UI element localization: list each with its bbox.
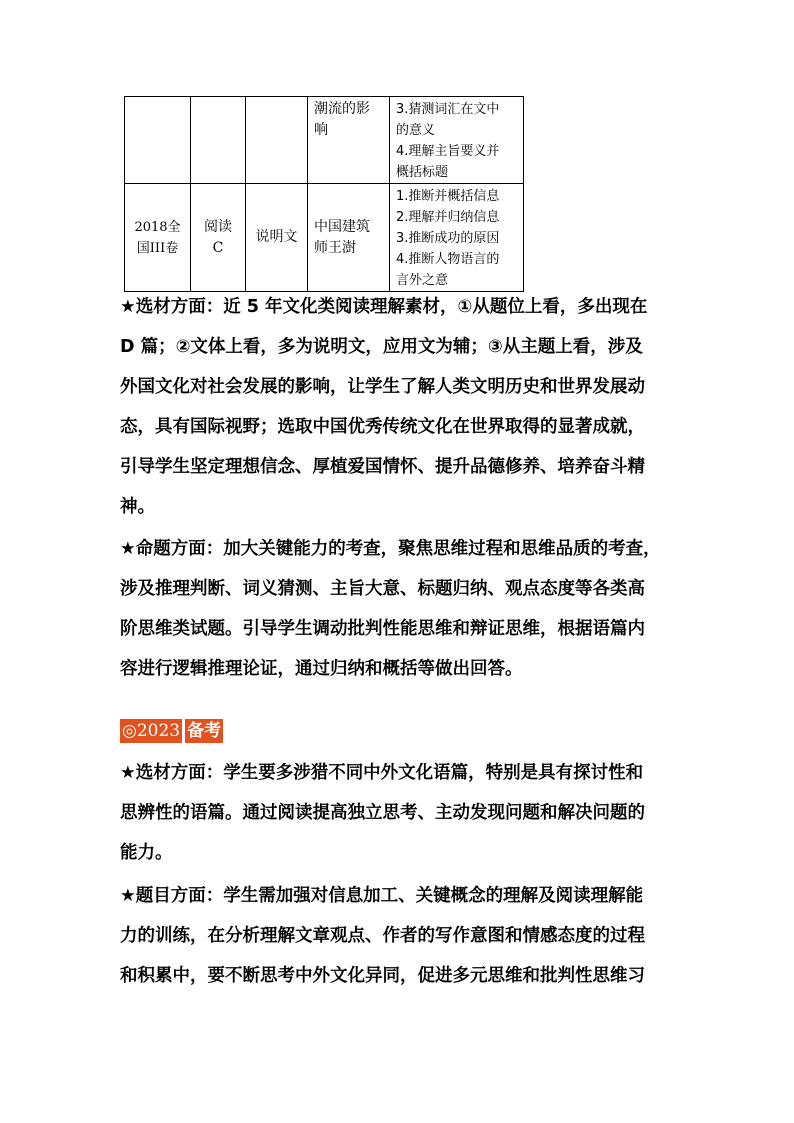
source-line: 国III卷 [136,240,179,256]
table-row [125,184,524,292]
text-line: 外国文化对社会发展的影响，让学生了解人类文明历史和世界发展动 [120,377,645,397]
banner-label: 备考 [187,721,222,741]
text-line: ★选材方面：近 5 年文化类阅读理解素材，①从题位上看，多出现在 [120,297,648,317]
text-line: D 篇；②文体上看，多为说明文，应用文为辅；③从主题上看，涉及 [120,337,643,357]
section-line: C [212,239,224,256]
topic-line: 师王澍 [314,239,356,256]
genre-text: 说明文 [255,229,298,245]
text-line: 能力。 [120,843,173,863]
point-line: 3.猜测词汇在文中 [396,102,500,117]
point-line: 言外之意 [396,273,449,288]
material-analysis-paragraph [120,287,680,527]
exam-analysis-table [124,96,524,292]
text-line: ★命题方面：加大关键能力的考查，聚焦思维过程和思维品质的考查， [120,539,661,559]
point-line: 2.理解并归纳信息 [396,210,500,225]
section-cell [191,97,246,184]
point-line: 概括标题 [396,165,449,180]
topic-cell [308,184,390,292]
points-cell [390,184,524,292]
point-line: 4.推断人物语言的 [396,252,500,267]
topic-line: 中国建筑 [314,218,370,235]
text-line: 思辨性的语篇。通过阅读提高独立思考、主动发现问题和解决问题的 [120,803,645,823]
text-line: 态，具有国际视野；选取中国优秀传统文化在世界取得的显著成就， [120,417,645,437]
point-line: 4.理解主旨要义并 [396,144,500,159]
text-line: 容进行逻辑推理论证，通过归纳和概括等做出回答。 [120,659,523,679]
text-line: 和积累中，要不断思考中外文化异同，促进多元思维和批判性思维习 [120,966,645,986]
prep-items-paragraph [120,876,680,996]
point-line: 1.推断并概括信息 [396,189,500,204]
topic-line: 响 [314,122,328,138]
section-cell [191,184,246,292]
text-line: 阶思维类试题。引导学生调动批判性能思维和辩证思维，根据语篇内 [120,619,645,639]
text-line: 神。 [120,497,155,517]
source-cell [125,184,191,292]
table-row [125,97,524,184]
text-line: 引导学生坚定理想信念、厚植爱国情怀、提升品德修养、培养奋斗精 [120,457,645,477]
genre-cell [246,97,308,184]
source-cell [125,97,191,184]
topic-cell [308,97,390,184]
text-line: ★选材方面：学生要多涉猎不同中外文化语篇，特别是具有探讨性和 [120,763,644,783]
section-line: 阅读 [204,218,232,235]
section-banner [120,719,223,743]
points-cell [390,97,524,184]
prep-material-paragraph [120,753,680,873]
point-line: 的意义 [396,123,436,138]
genre-cell [246,184,308,292]
question-analysis-paragraph [120,529,680,689]
banner-year: ◎2023 [122,721,181,741]
point-line: 3.推断成功的原因 [396,231,500,246]
text-line: 力的训练，在分析理解文章观点、作者的写作意图和情感态度的过程 [120,926,645,946]
text-line: ★题目方面：学生需加强对信息加工、关键概念的理解及阅读理解能 [120,886,644,906]
topic-line: 潮流的影 [314,101,370,117]
text-line: 涉及推理判断、词义猜测、主旨大意、标题归纳、观点态度等各类高 [120,579,645,599]
source-line: 2018全 [134,219,181,235]
